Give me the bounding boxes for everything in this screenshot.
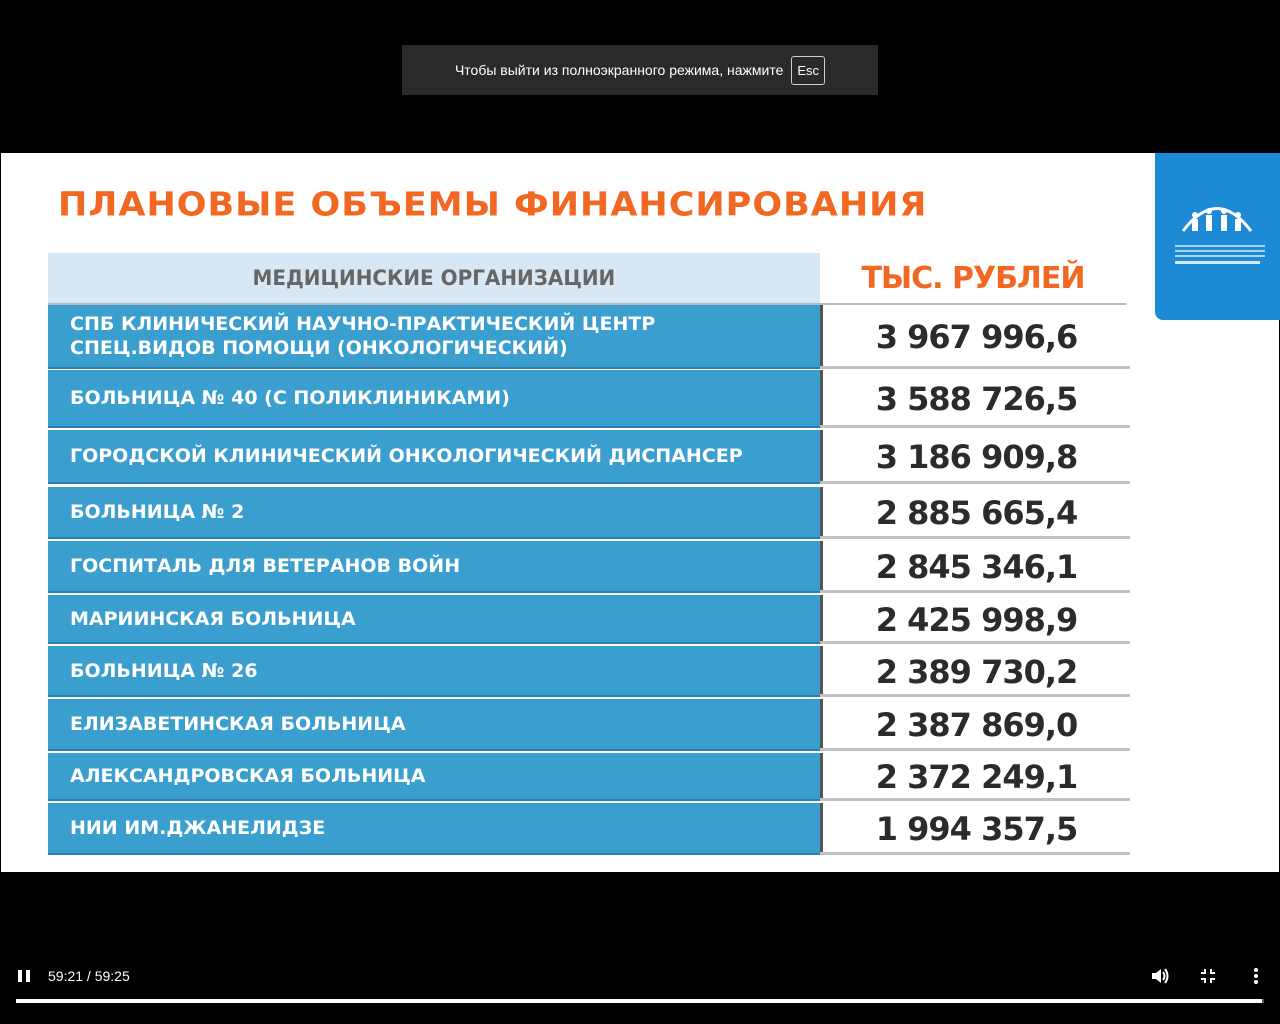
progress-bar[interactable]: [16, 999, 1264, 1003]
table-row: [48, 803, 1130, 855]
funding-amount: 2 389 730,2: [820, 646, 1130, 697]
row-divider: [820, 641, 1130, 644]
logo-caption-lines: [1175, 245, 1265, 267]
row-divider: [820, 748, 1130, 751]
volume-button[interactable]: [1150, 966, 1170, 986]
organization-name: [48, 430, 820, 484]
more-options-button[interactable]: [1246, 966, 1266, 986]
organization-name-line: БОЛЬНИЦА № 40 (С ПОЛИКЛИНИКАМИ): [70, 387, 510, 409]
player-controls: [0, 950, 1280, 1024]
funding-amount: 3 588 726,5: [820, 370, 1130, 428]
funding-amount: 3 967 996,6: [820, 305, 1130, 369]
table-header-amount: ТЫС. РУБЛЕЙ: [861, 260, 1085, 296]
volume-icon: [1150, 966, 1170, 986]
slide-title: ПЛАНОВЫЕ ОБЪЕМЫ ФИНАНСИРОВАНИЯ: [58, 186, 928, 224]
row-divider: [820, 852, 1130, 855]
funding-amount: 2 372 249,1: [820, 753, 1130, 801]
people-arc-icon: [1177, 191, 1257, 241]
exit-fullscreen-icon: [1198, 966, 1218, 986]
table-row: [48, 595, 1130, 644]
fund-logo: [1155, 153, 1280, 320]
row-divider: [820, 590, 1130, 593]
organization-name: [48, 753, 820, 801]
table-row: [48, 370, 1130, 428]
organization-name: [48, 803, 820, 855]
organization-name-line: ГОРОДСКОЙ КЛИНИЧЕСКИЙ ОНКОЛОГИЧЕСКИЙ ДИСПАНСЕР: [70, 445, 743, 467]
organization-name: [48, 370, 820, 428]
table-row: [48, 646, 1130, 697]
table-row: [48, 753, 1130, 801]
funding-amount: 2 845 346,1: [820, 541, 1130, 593]
row-divider: [820, 798, 1130, 801]
fullscreen-notice-text: Чтобы выйти из полноэкранного режима, нажмите: [454, 62, 784, 78]
table-row: [48, 430, 1130, 484]
funding-amount: 1 994 357,5: [820, 803, 1130, 855]
organization-name: [48, 699, 820, 751]
organization-name-line: БОЛЬНИЦА № 2: [70, 501, 245, 523]
esc-key-hint: Esc: [791, 56, 825, 85]
organization-name: [48, 305, 820, 369]
funding-amount: 2 885 665,4: [820, 487, 1130, 539]
organization-name-line: АЛЕКСАНДРОВСКАЯ БОЛЬНИЦА: [70, 765, 426, 787]
table-row: [48, 487, 1130, 539]
more-vert-icon: [1246, 966, 1266, 986]
organization-name: [48, 487, 820, 539]
pause-button[interactable]: [14, 966, 34, 986]
organization-name-line: ГОСПИТАЛЬ ДЛЯ ВЕТЕРАНОВ ВОЙН: [70, 555, 461, 577]
exit-fullscreen-button[interactable]: [1198, 966, 1218, 986]
organization-name-line: НИИ ИМ.ДЖАНЕЛИДЗЕ: [70, 817, 326, 839]
table-row: [48, 305, 1130, 369]
time-display: 59:21 / 59:25: [48, 968, 130, 984]
organization-name-line: МАРИИНСКАЯ БОЛЬНИЦА: [70, 607, 356, 630]
organization-name: [48, 595, 820, 644]
funding-amount: 2 387 869,0: [820, 699, 1130, 751]
organization-name-line: ЕЛИЗАВЕТИНСКАЯ БОЛЬНИЦА: [70, 713, 406, 735]
fullscreen-exit-notice: [402, 45, 878, 95]
progress-fill: [16, 999, 1262, 1003]
organization-name-line: СПЕЦ.ВИДОВ ПОМОЩИ (ОНКОЛОГИЧЕСКИЙ): [70, 337, 568, 359]
organization-name-line: БОЛЬНИЦА № 26: [70, 659, 258, 682]
table-header-organizations: МЕДИЦИНСКИЕ ОРГАНИЗАЦИИ: [48, 253, 820, 303]
row-divider: [820, 425, 1130, 428]
table-row: [48, 699, 1130, 751]
organization-name-line: СПБ КЛИНИЧЕСКИЙ НАУЧНО-ПРАКТИЧЕСКИЙ ЦЕНТР: [70, 313, 656, 335]
funding-amount: 3 186 909,8: [820, 430, 1130, 484]
organization-name: [48, 646, 820, 697]
funding-amount: 2 425 998,9: [820, 595, 1130, 644]
row-divider: [820, 481, 1130, 484]
row-divider: [820, 536, 1130, 539]
row-divider: [820, 694, 1130, 697]
row-divider: [820, 366, 1130, 369]
organization-name: [48, 541, 820, 593]
table-row: [48, 541, 1130, 593]
pause-icon: [14, 966, 34, 986]
